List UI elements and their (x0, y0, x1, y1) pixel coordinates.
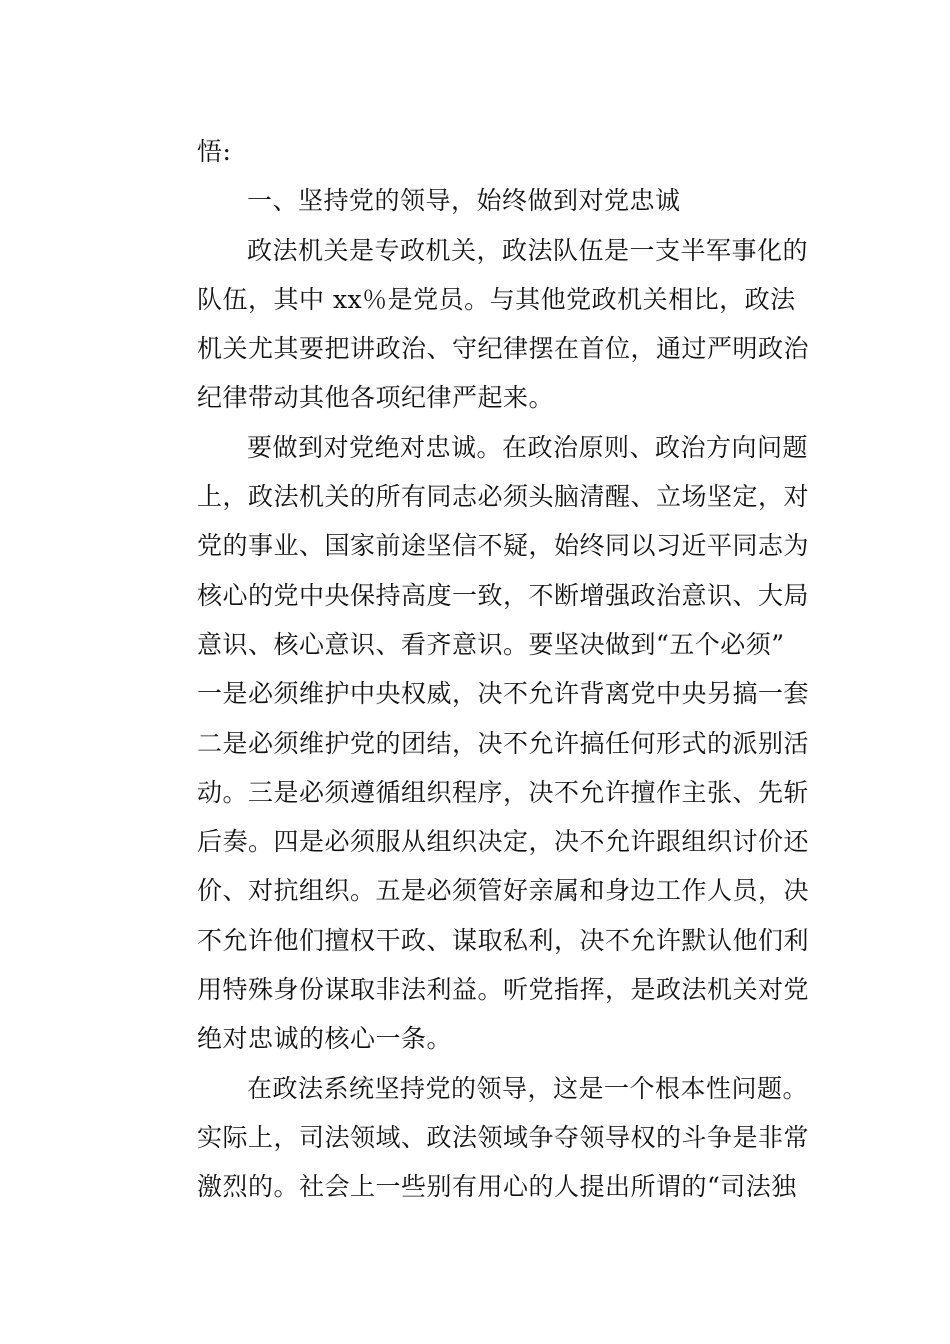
paragraph-2-line: 不允许他们擅权干政、谋取私利，决不允许默认他们利 (197, 925, 810, 955)
paragraph-1-line: 机关尤其要把讲政治、守纪律摆在首位，通过严明政治 (197, 334, 810, 364)
paragraph-1-line: 队伍，其中 xx％是党员。与其他党政机关相比，政法 (197, 284, 796, 314)
paragraph-2-line: 上，政法机关的所有同志必须头脑清醒、立场坚定，对 (197, 482, 810, 512)
paragraph-3-line: 激烈的。社会上一些别有用心的人提出所谓的“司法独 (197, 1172, 797, 1202)
paragraph-2-line: 核心的党中央保持高度一致，不断增强政治意识、大局 (197, 580, 810, 610)
paragraph-3-line: 实际上，司法领域、政法领域争夺领导权的斗争是非常 (197, 1122, 810, 1152)
text-line-continuation: 悟: (197, 137, 232, 166)
paragraph-2-line: 党的事业、国家前途坚信不疑，始终同以习近平同志为 (197, 531, 810, 561)
paragraph-2-line: 要做到对党绝对忠诚。在政治原则、政治方向问题 (247, 432, 809, 462)
paragraph-3-line: 在政法系统坚持党的领导，这是一个根本性问题。 (247, 1073, 809, 1103)
paragraph-2-line: 价、对抗组织。五是必须管好亲属和身边工作人员，决 (197, 876, 810, 906)
paragraph-2-line: 意识、核心意识、看齐意识。要坚决做到“五个必须” (197, 629, 785, 659)
paragraph-2-line: 用特殊身份谋取非法利益。听党指挥，是政法机关对党 (197, 975, 810, 1005)
section-heading: 一、坚持党的领导，始终做到对党忠诚 (247, 186, 681, 216)
paragraph-2-line: 绝对忠诚的核心一条。 (197, 1024, 453, 1054)
paragraph-2-line: 一是必须维护中央权威，决不允许背离党中央另搞一套 (197, 679, 810, 709)
document-body (197, 127, 810, 1212)
paragraph-2-line: 动。三是必须遵循组织程序，决不允许擅作主张、先斩 (197, 777, 810, 807)
paragraph-2-line: 后奏。四是必须服从组织决定，决不允许跟组织讨价还 (197, 827, 810, 857)
paragraph-2-line: 二是必须维护党的团结，决不允许搞任何形式的派别活 (197, 728, 810, 758)
paragraph-1-line: 纪律带动其他各项纪律严起来。 (197, 383, 555, 413)
paragraph-1-line: 政法机关是专政机关，政法队伍是一支半军事化的 (247, 235, 809, 265)
